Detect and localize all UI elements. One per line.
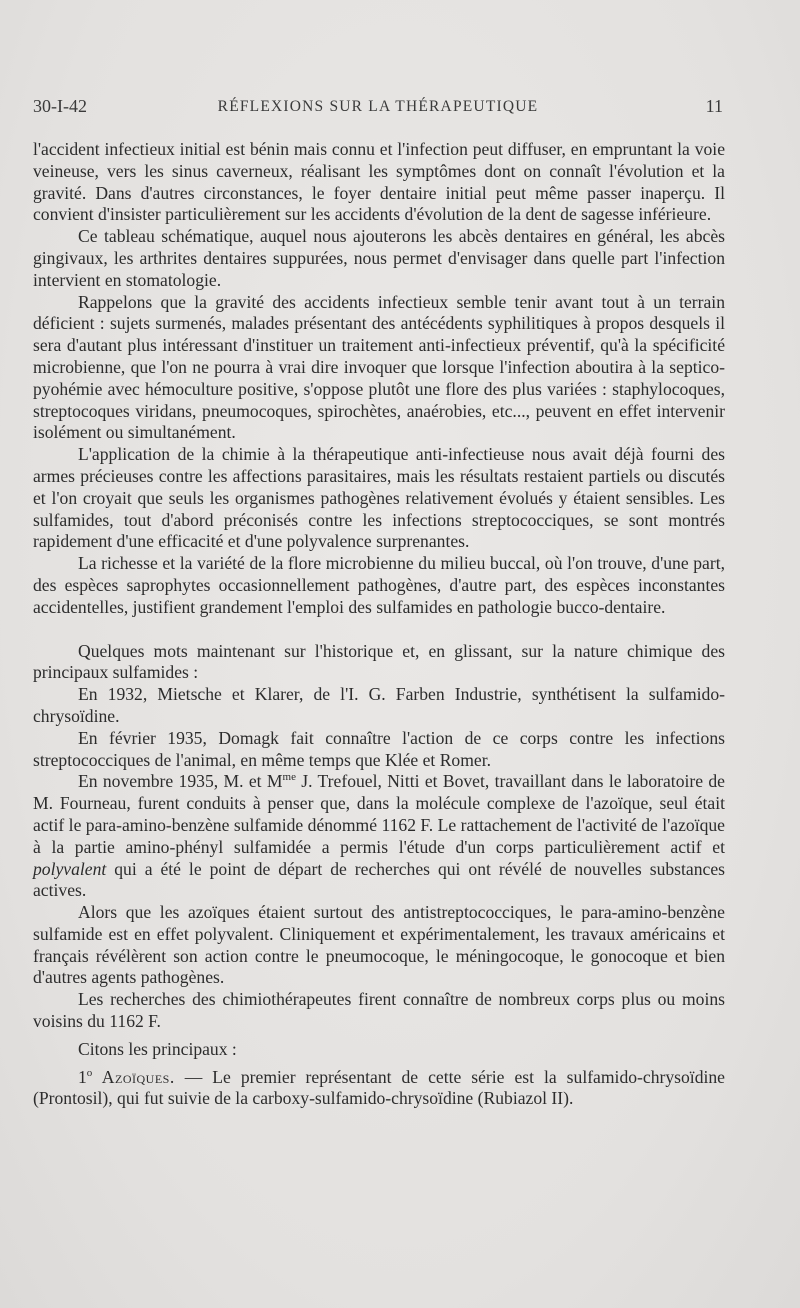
- italic-term: polyvalent: [33, 858, 107, 879]
- paragraph: l'accident infectieux initial est bénin mais connu et l'infection peut diffuser, en empruntant la voie veineuse, vers les sinus caverneux, réalisant les symptômes dont on connaît l'évolution et la gravité. Dans d'autres circonstances, le foyer dentaire initial peut même passer inaperçu. Il convient d'insister particulièrement sur les accidents d'évolution de la dent de sagesse inférieure.: [33, 139, 725, 225]
- paragraph: Alors que les azoïques étaient surtout des antistreptococciques, le para-amino-benzène sulfamide est en effet polyvalent. Cliniquement et expérimentalement, les travaux américains et français révélèrent son action contre le pneumocoque, le méningocoque, le gonocoque et bien d'autres agents pathogènes.: [33, 902, 725, 988]
- text-run: qui a été le point de départ de recherches qui ont révélé de nouvelles substances actives.: [33, 858, 725, 901]
- paragraph: Ce tableau schématique, auquel nous ajouterons les abcès dentaires en général, les abcès gingivaux, les arthrites dentaires suppurées, nous permet d'envisager dans quelle part l'infection intervient en stomatologie.: [33, 226, 725, 290]
- section-gap: [33, 619, 725, 641]
- paragraph: Citons les principaux :: [78, 1038, 237, 1059]
- page-number: 11: [705, 96, 723, 116]
- header-date: 30-I-42: [33, 96, 87, 116]
- list-number: 1: [78, 1066, 87, 1087]
- text-run: — Le premier représentant de cette série est la sulfamido-chrysoïdine (Prontosil), qui fut suivie de la carboxy-sulfamido-chrysoïdine (Rubiazol II).: [33, 1066, 725, 1109]
- paragraph: Les recherches des chimiothérapeutes firent connaître de nombreux corps plus ou moins voisins du 1162 F.: [33, 989, 725, 1032]
- paragraph: En 1932, Mietsche et Klarer, de l'I. G. Farben Industrie, synthétisent la sulfamido-chrysoïdine.: [33, 684, 725, 726]
- paragraph: [33, 1067, 725, 1111]
- paragraph: En février 1935, Domagk fait connaître l'action de ce corps contre les infections streptococciques de l'animal, en même temps que Klée et Romer.: [33, 727, 725, 770]
- body-text: [33, 139, 725, 1110]
- section-label: Azoïques.: [92, 1066, 175, 1087]
- paragraph: Rappelons que la gravité des accidents infectieux semble tenir avant tout à un terrain déficient : sujets surmenés, malades présentant des antécédents syphilitiques à propos desquels il sera d'autant plus intéressant d'instituer un traitement anti-infectieux préventif, qu'à la spécificité microbienne, que l'on ne pourra à vrai dire invoquer que lorsque l'infection aboutira à la septico-pyohémie avec hémoculture positive, s'oppose plutôt une flore des plus variées : staphylocoques, streptocoques viridans, pneumocoques, spirochètes, anaérobies, etc..., peuvent en effet intervenir isolément ou simultanément.: [33, 291, 725, 443]
- paragraph: La richesse et la variété de la flore microbienne du milieu buccal, où l'on trouve, d'une part, des espèces saprophytes occasionnellement pathogènes, d'autre part, des espèces inconstantes accidentelles, justifient grandement l'emploi des sulfamides en pathologie bucco-dentaire.: [33, 553, 725, 617]
- superscript: me: [282, 771, 296, 784]
- paragraph: [33, 771, 725, 902]
- superscript: o: [86, 1066, 93, 1079]
- paragraph: L'application de la chimie à la thérapeutique anti-infectieuse nous avait déjà fourni des armes précieuses contre les affections parasitaires, mais les résultats restaient partiels ou discutés et l'on croyait que seuls les organismes pathogènes relativement évolués y étaient sensibles. Les sulfamides, tout d'abord préconisés contre les infections streptococciques, se sont montrés rapidement d'une efficacité et d'une polyvalence surprenantes.: [33, 444, 725, 552]
- header-title: RÉFLEXIONS SUR LA THÉRAPEUTIQUE: [217, 98, 539, 115]
- paragraph: Quelques mots maintenant sur l'historique et, en glissant, sur la nature chimique des principaux sulfamides :: [33, 640, 725, 683]
- text-run: En novembre 1935, M. et M: [78, 771, 283, 792]
- text-run: J. Trefouel, Nitti et Bovet, travaillant dans le laboratoire de M. Fourneau, furent conduits à penser que, dans la molécule complexe de l'azoïque, seul était actif le para-amino-benzène sulfamide dénommé 1162 F. Le rattachement de l'activité de l'azoïque à la partie amino-phényl sulfamidée a permis l'étude d'un corps particulièrement actif et: [33, 771, 725, 857]
- running-header: [33, 96, 723, 120]
